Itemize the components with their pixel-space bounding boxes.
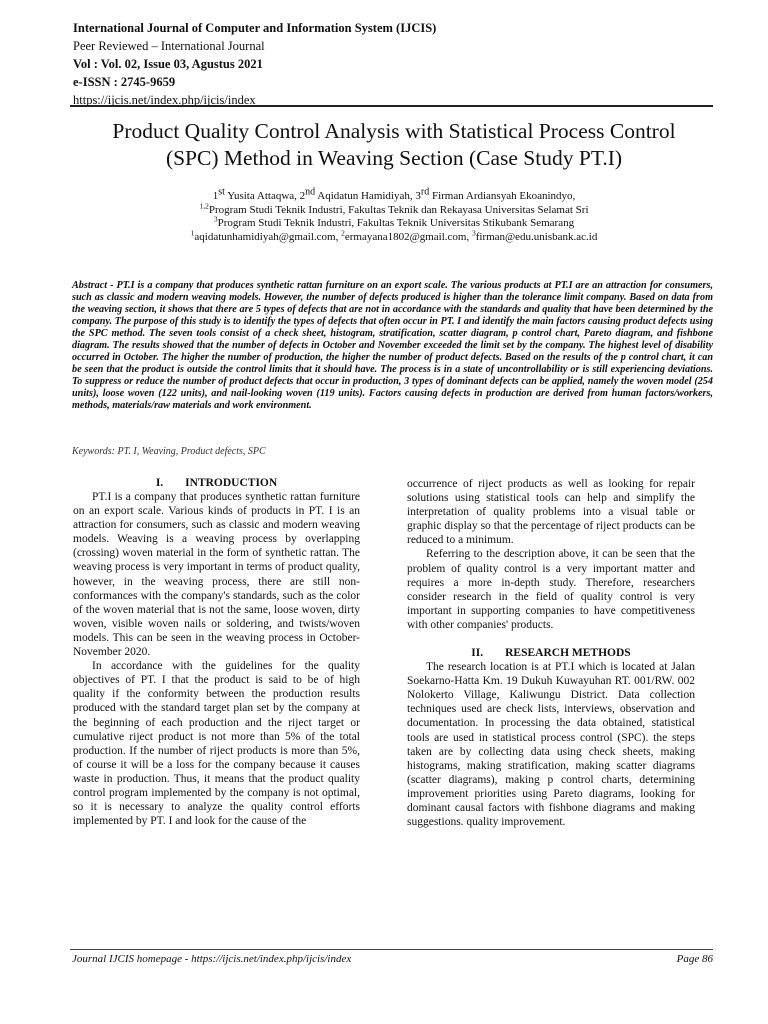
- author-3: Firman Ardiansyah Ekoanindyo,: [429, 190, 576, 202]
- header-divider: [70, 105, 713, 107]
- author-1: Yusita Attaqwa, 2: [224, 190, 306, 202]
- paper-title: [60, 118, 728, 172]
- author-block: [60, 186, 728, 244]
- review-status: Peer Reviewed – International Journal: [73, 39, 265, 53]
- volume-info: Vol : Vol. 02, Issue 03, Agustus 2021: [73, 57, 263, 71]
- intro-paragraph-1: PT.I is a company that produces synthetic rattan furniture on an export scale. Various kinds of products in PT. I is an attraction for consumers, such as classic and modern weaving models. Weaving is a weaving process by overlapping (crossing) woven material in the form of synthetic rattan. The weaving process is very important in terms of product quality, however, in the weaving process, there are still non-conformances with the company's standards, such as the color of the woven material that is not the same, loose woven, dirty woven, visible woven nails or soldering, and twists/woven models. This can be seen in the weaving process in October-November 2020.: [73, 491, 360, 659]
- methods-paragraph-1: The research location is at PT.I which is located at Jalan Soekarno-Hatta Km. 19 Dukuh Kuwayuhan RT. 001/RW. 002 Nolokerto Village, Kaliwungu District. Data collection techniques used are check lists, interviews, observation and documentation. In processing the data obtained, statistical tools are used in statistical process control (SPC). the steps taken are by collecting data using check sheets, making histograms, making stratification, making scatter diagrams (scatter diagrams), making p control charts, determining improvement priorities using Pareto diagrams, looking for dominant causal factors with fishbone diagrams and making suggestions. quality improvement.: [407, 661, 695, 829]
- author-2-ordinal: nd: [305, 186, 316, 198]
- page-footer: [72, 953, 713, 965]
- email-1[interactable]: aqidatunhamidiyah@gmail.com,: [194, 230, 342, 243]
- title-line-1: Product Quality Control Analysis with Statistical Process Control: [112, 119, 676, 143]
- journal-header: [73, 19, 713, 109]
- intro-paragraph-2-continued: occurrence of riject products as well as looking for repair solutions using statistical tools can help and simplify the interpretation of quality problems into a visual table or graphic display so that the percentage of riject products can be reduced to a minimum.: [407, 478, 695, 547]
- footer-divider: [70, 949, 713, 950]
- eissn: e-ISSN : 2745-9659: [73, 75, 176, 89]
- journal-name: International Journal of Computer and Information System (IJCIS): [73, 21, 437, 35]
- column-left: [73, 476, 360, 828]
- author-1-ordinal-prefix: 1: [212, 190, 219, 202]
- journal-url[interactable]: https://ijcis.net/index.php/ijcis/index: [73, 93, 256, 107]
- section-heading-research-methods: II. RESEARCH METHODS: [471, 647, 631, 660]
- column-right: [407, 477, 695, 829]
- keywords: Keywords: PT. I, Weaving, Product defects, SPC: [72, 446, 266, 457]
- intro-paragraph-2: In accordance with the guidelines for the quality objectives of PT. I that the product is said to be of high quality if the conformity between the production results produced with the standard target plan set by the company at the beginning of each production and the riject target or cumulative riject product is not more than 5% of the total production. If the number of riject products is more than 5%, of course it will be a loss for the company because it causes waste in production. Thus, it means that the product quality control program implemented by the company is not optimal, so it is necessary to analyze the quality control efforts implemented by PT. I and look for the cause of the: [73, 660, 360, 828]
- title-line-2: (SPC) Method in Weaving Section (Case Study PT.I): [165, 146, 623, 170]
- abstract: Abstract - PT.I is a company that produces synthetic rattan furniture on an export scale. The various products at PT.I are an attraction for consumers, such as classic and modern weaving models. However, the number of defects produced is higher than the tolerance limit company. Based on data from the weaving section, it shows that there are 5 types of defects that are not in accordance with the standards and quality that have been determined by the company. The purpose of this study is to identify the types of defects that often occur in PT. I and identify the main factors causing product defects using the SPC method. The seven tools consist of a check sheet, histogram, stratification, scatter diagram, p control chart, Pareto diagram, and fishbone diagram. The results showed that the number of defects in October and November exceeded the limit set by the company. The highest level of disability occurred in October. The higher the number of production, the higher the number of product defects. Based on the results of the p control chart, it can be seen that the product is outside the control limits that it should have. The process is in a state of uncontrollability or is still experiencing deviations. To suppress or reduce the number of product defects that occur in production, 3 types of dominant defects can be applied, namely the woven model (254 units), loose woven (122 units), and nail-looking woven (119 units). Factors causing defects in production are derived from human factors/workers, methods, materials/raw materials and work environment.: [72, 280, 713, 411]
- affiliation-2: $^3$Program Studi Teknik Industri, Fakultas Teknik Universitas Stikubank Semarang: [213, 214, 575, 229]
- author-emails: $^1$aqidatunhamidiyah@gmail.com, $^2$ermayana1802@gmail.com, $^3$firman@edu.unisbank.ac.id: [190, 227, 598, 243]
- intro-paragraph-3: Referring to the description above, it can be seen that the problem of quality control is a very important matter and requires a more in-depth study. Therefore, researchers consider research in the field of quality control is very important in supporting companies to have competitiveness with other companies' products.: [407, 548, 695, 631]
- affiliation-1: $^{1,2}$Program Studi Teknik Industri, Fakultas Teknik dan Rekayasa Universitas Selamat Sri: [199, 200, 589, 216]
- section-spacer: [407, 632, 695, 646]
- author-2: Aqidatun Hamidiyah, 3: [315, 190, 421, 202]
- author-3-ordinal: rd: [420, 186, 430, 198]
- email-3[interactable]: firman@edu.unisbank.ac.id: [475, 230, 598, 243]
- author-names: [60, 186, 728, 204]
- section-heading-introduction: I. INTRODUCTION: [155, 477, 278, 489]
- email-2[interactable]: ermayana1802@gmail.com,: [344, 230, 472, 243]
- page-number: Page 86: [676, 953, 713, 965]
- author-1-ordinal: st: [218, 186, 225, 198]
- footer-homepage[interactable]: Journal IJCIS homepage - https://ijcis.net/index.php/ijcis/index: [72, 953, 352, 965]
